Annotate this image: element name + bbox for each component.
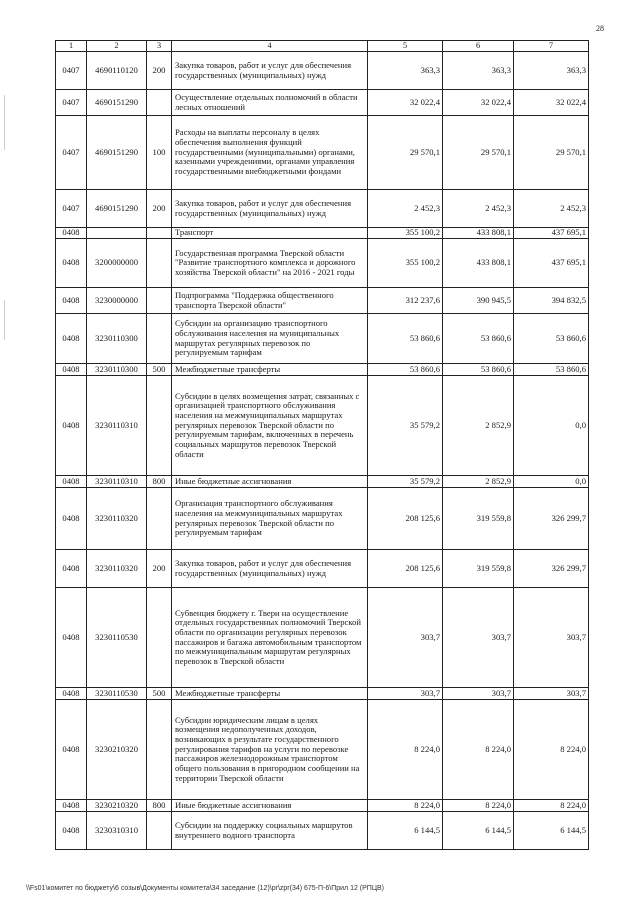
- section-code-cell: 0408: [56, 488, 87, 550]
- amount-cell: 437 695,1: [514, 239, 589, 288]
- amount-cell: 355 100,2: [368, 228, 443, 239]
- target-article-cell: 3230110530: [87, 688, 147, 700]
- expense-type-cell: [147, 239, 172, 288]
- amount-cell: 0,0: [514, 476, 589, 488]
- amount-cell: 35 579,2: [368, 476, 443, 488]
- target-article-cell: 3230110300: [87, 314, 147, 364]
- amount-cell: 8 224,0: [514, 700, 589, 800]
- amount-cell: 394 832,5: [514, 288, 589, 314]
- amount-cell: 29 570,1: [443, 116, 514, 190]
- target-article-cell: 3230110320: [87, 550, 147, 588]
- table-row: [56, 812, 589, 850]
- amount-cell: 29 570,1: [368, 116, 443, 190]
- budget-table: [55, 40, 589, 850]
- header-cell: 1: [56, 41, 87, 52]
- section-code-cell: 0407: [56, 116, 87, 190]
- amount-cell: 32 022,4: [368, 90, 443, 116]
- section-code-cell: 0407: [56, 190, 87, 228]
- page-number: 28: [596, 24, 604, 33]
- target-article-cell: 3230000000: [87, 288, 147, 314]
- amount-cell: 2 452,3: [443, 190, 514, 228]
- header-cell: 7: [514, 41, 589, 52]
- amount-cell: 303,7: [514, 588, 589, 688]
- amount-cell: 0,0: [514, 376, 589, 476]
- section-code-cell: 0408: [56, 314, 87, 364]
- header-cell: 4: [172, 41, 368, 52]
- table-row: [56, 314, 589, 364]
- expense-type-cell: [147, 90, 172, 116]
- target-article-cell: 3230110320: [87, 488, 147, 550]
- section-code-cell: 0407: [56, 52, 87, 90]
- header-cell: 2: [87, 41, 147, 52]
- description-cell: Субвенция бюджету г. Твери на осуществление отдельных государственных полномочий Тверской области по организации регулярных перевозок пассажиров и багажа автомобильным транспортом по межмуниципальным маршрутам регулярных перевозок в Тверской области: [172, 588, 368, 688]
- target-article-cell: 4690151290: [87, 90, 147, 116]
- description-cell: Подпрограмма "Поддержка общественного транспорта Тверской области": [172, 288, 368, 314]
- description-cell: Межбюджетные трансферты: [172, 364, 368, 376]
- expense-type-cell: 500: [147, 364, 172, 376]
- header-cell: 6: [443, 41, 514, 52]
- table-row: [56, 688, 589, 700]
- amount-cell: 53 860,6: [514, 314, 589, 364]
- table-row: [56, 550, 589, 588]
- amount-cell: 2 452,3: [368, 190, 443, 228]
- amount-cell: 6 144,5: [514, 812, 589, 850]
- section-code-cell: 0408: [56, 376, 87, 476]
- amount-cell: 53 860,6: [443, 364, 514, 376]
- amount-cell: 303,7: [514, 688, 589, 700]
- table-row: [56, 90, 589, 116]
- description-cell: Межбюджетные трансферты: [172, 688, 368, 700]
- amount-cell: 312 237,6: [368, 288, 443, 314]
- section-code-cell: 0408: [56, 239, 87, 288]
- target-article-cell: 3230110310: [87, 476, 147, 488]
- target-article-cell: 3230310310: [87, 812, 147, 850]
- description-cell: Иные бюджетные ассигнования: [172, 800, 368, 812]
- amount-cell: 2 852,9: [443, 376, 514, 476]
- amount-cell: 303,7: [443, 688, 514, 700]
- target-article-cell: 4690151290: [87, 190, 147, 228]
- amount-cell: 208 125,6: [368, 488, 443, 550]
- expense-type-cell: 800: [147, 800, 172, 812]
- description-cell: Субсидии на организацию транспортного обслуживания населения на муниципальных маршрутах регулярных перевозок по регулируемым тарифам: [172, 314, 368, 364]
- target-article-cell: [87, 228, 147, 239]
- amount-cell: 363,3: [514, 52, 589, 90]
- expense-type-cell: 800: [147, 476, 172, 488]
- section-code-cell: 0408: [56, 228, 87, 239]
- expense-type-cell: [147, 228, 172, 239]
- amount-cell: 2 852,9: [443, 476, 514, 488]
- table-row: [56, 52, 589, 90]
- table-row: [56, 190, 589, 228]
- section-code-cell: 0408: [56, 800, 87, 812]
- left-margin-mark: [4, 95, 5, 150]
- section-code-cell: 0408: [56, 364, 87, 376]
- target-article-cell: 3230110300: [87, 364, 147, 376]
- target-article-cell: 3200000000: [87, 239, 147, 288]
- description-cell: Иные бюджетные ассигнования: [172, 476, 368, 488]
- description-cell: Закупка товаров, работ и услуг для обеспечения государственных (муниципальных) нужд: [172, 52, 368, 90]
- amount-cell: 53 860,6: [368, 364, 443, 376]
- section-code-cell: 0408: [56, 588, 87, 688]
- table-row: [56, 700, 589, 800]
- amount-cell: 32 022,4: [514, 90, 589, 116]
- amount-cell: 35 579,2: [368, 376, 443, 476]
- header-cell: 5: [368, 41, 443, 52]
- expense-type-cell: 200: [147, 550, 172, 588]
- amount-cell: 319 559,8: [443, 550, 514, 588]
- expense-type-cell: [147, 488, 172, 550]
- amount-cell: 8 224,0: [514, 800, 589, 812]
- amount-cell: 326 299,7: [514, 488, 589, 550]
- table-row: [56, 288, 589, 314]
- description-cell: Субсидии в целях возмещения затрат, связанных с организацией транспортного обслуживания населения на межмуниципальных маршрутах регулярных перевозок Тверской области по регулируемым тарифам, включенных в перечень социальных маршрутов перевозок Тверской области: [172, 376, 368, 476]
- amount-cell: 2 452,3: [514, 190, 589, 228]
- expense-type-cell: 200: [147, 52, 172, 90]
- table-row: [56, 228, 589, 239]
- amount-cell: 8 224,0: [368, 700, 443, 800]
- amount-cell: 433 808,1: [443, 239, 514, 288]
- amount-cell: 355 100,2: [368, 239, 443, 288]
- amount-cell: 303,7: [368, 588, 443, 688]
- table-row: [56, 364, 589, 376]
- amount-cell: 208 125,6: [368, 550, 443, 588]
- section-code-cell: 0408: [56, 476, 87, 488]
- description-cell: Закупка товаров, работ и услуг для обеспечения государственных (муниципальных) нужд: [172, 550, 368, 588]
- description-cell: Субсидии юридическим лицам в целях возмещения недополученных доходов, возникающих в результате государственного регулирования тарифов на услуги по перевозке пассажиров железнодорожным транспортом общего пользования в пригородном сообщении на территории Тверской области: [172, 700, 368, 800]
- description-cell: Закупка товаров, работ и услуг для обеспечения государственных (муниципальных) нужд: [172, 190, 368, 228]
- amount-cell: 8 224,0: [368, 800, 443, 812]
- expense-type-cell: 100: [147, 116, 172, 190]
- table-row: [56, 588, 589, 688]
- expense-type-cell: [147, 376, 172, 476]
- amount-cell: 8 224,0: [443, 700, 514, 800]
- table-row: [56, 376, 589, 476]
- amount-cell: 32 022,4: [443, 90, 514, 116]
- amount-cell: 433 808,1: [443, 228, 514, 239]
- target-article-cell: 3230210320: [87, 700, 147, 800]
- left-margin-mark: [4, 300, 5, 340]
- description-cell: Транспорт: [172, 228, 368, 239]
- target-article-cell: 3230110530: [87, 588, 147, 688]
- section-code-cell: 0407: [56, 90, 87, 116]
- amount-cell: 303,7: [443, 588, 514, 688]
- expense-type-cell: 200: [147, 190, 172, 228]
- description-cell: Организация транспортного обслуживания населения на межмуниципальных маршрутах регулярных перевозок Тверской области по регулируемым тарифам: [172, 488, 368, 550]
- target-article-cell: 4690151290: [87, 116, 147, 190]
- footer-file-path: \\Fs01\комитет по бюджету\6 созыв\Документы комитета\34 заседание (12)\pr\zpr(34) 675-П-6\Прил 12 (РПЦВ): [26, 885, 385, 892]
- amount-cell: 29 570,1: [514, 116, 589, 190]
- target-article-cell: 3230210320: [87, 800, 147, 812]
- section-code-cell: 0408: [56, 812, 87, 850]
- expense-type-cell: [147, 314, 172, 364]
- section-code-cell: 0408: [56, 288, 87, 314]
- amount-cell: 363,3: [368, 52, 443, 90]
- amount-cell: 53 860,6: [368, 314, 443, 364]
- amount-cell: 363,3: [443, 52, 514, 90]
- description-cell: Государственная программа Тверской области "Развитие транспортного комплекса и дорожного хозяйства Тверской области" на 2016 - 2021 годы: [172, 239, 368, 288]
- section-code-cell: 0408: [56, 700, 87, 800]
- target-article-cell: 3230110310: [87, 376, 147, 476]
- expense-type-cell: [147, 588, 172, 688]
- expense-type-cell: [147, 812, 172, 850]
- description-cell: Субсидии на поддержку социальных маршрутов внутреннего водного транспорта: [172, 812, 368, 850]
- amount-cell: 53 860,6: [514, 364, 589, 376]
- amount-cell: 390 945,5: [443, 288, 514, 314]
- table-row: [56, 488, 589, 550]
- expense-type-cell: [147, 288, 172, 314]
- header-cell: 3: [147, 41, 172, 52]
- table-row: [56, 476, 589, 488]
- amount-cell: 326 299,7: [514, 550, 589, 588]
- amount-cell: 319 559,8: [443, 488, 514, 550]
- amount-cell: 6 144,5: [443, 812, 514, 850]
- table-row: [56, 116, 589, 190]
- header-row: [56, 41, 589, 52]
- amount-cell: 8 224,0: [443, 800, 514, 812]
- table-row: [56, 239, 589, 288]
- amount-cell: 437 695,1: [514, 228, 589, 239]
- expense-type-cell: 500: [147, 688, 172, 700]
- section-code-cell: 0408: [56, 550, 87, 588]
- expense-type-cell: [147, 700, 172, 800]
- amount-cell: 53 860,6: [443, 314, 514, 364]
- section-code-cell: 0408: [56, 688, 87, 700]
- amount-cell: 6 144,5: [368, 812, 443, 850]
- description-cell: Осуществление отдельных полномочий в области лесных отношений: [172, 90, 368, 116]
- description-cell: Расходы на выплаты персоналу в целях обеспечения выполнения функций государственными (муниципальными) органами, казенными учреждениями, органами управления государственными внебюджетными фондами: [172, 116, 368, 190]
- target-article-cell: 4690110120: [87, 52, 147, 90]
- table-row: [56, 800, 589, 812]
- amount-cell: 303,7: [368, 688, 443, 700]
